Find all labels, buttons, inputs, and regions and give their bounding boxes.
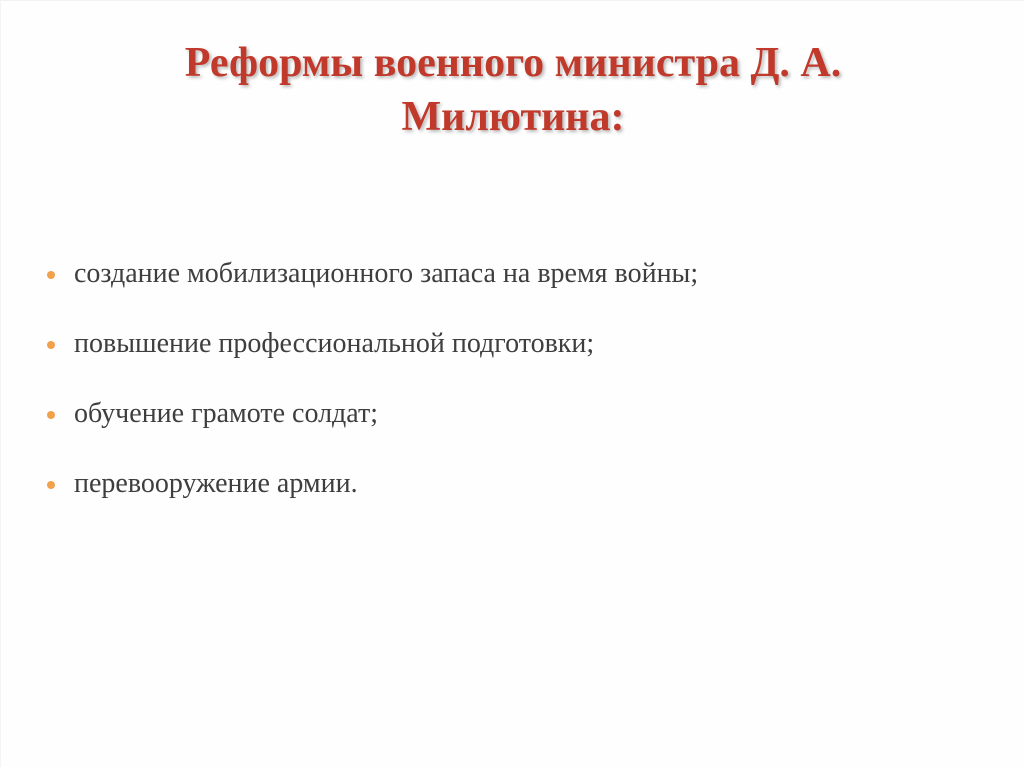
bullet-text: обучение грамоте солдат; (74, 398, 379, 429)
bullet-item (47, 391, 987, 461)
bullet-dot-icon (47, 271, 55, 279)
bullet-item (47, 321, 987, 391)
bullet-dot-icon (47, 481, 55, 489)
bullet-item (47, 461, 987, 531)
bullet-dot-icon (47, 341, 55, 349)
bullet-text: повышение профессиональной подготовки; (74, 328, 595, 359)
bullet-item (47, 251, 987, 321)
bullet-text: перевооружение армии. (74, 468, 358, 499)
slide-title: Реформы военного министра Д. А. Милютина: (184, 40, 842, 140)
bullet-dot-icon (47, 411, 55, 419)
bullet-text: создание мобилизационного запаса на время войны; (74, 258, 699, 289)
bullet-list (47, 251, 987, 531)
